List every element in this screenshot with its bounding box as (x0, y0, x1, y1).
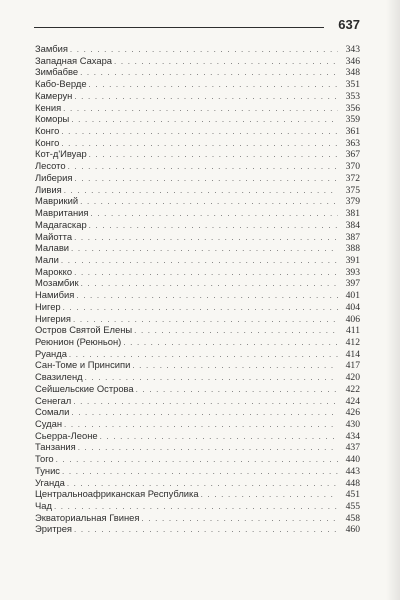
toc-entry-title: Коморы (35, 113, 70, 125)
toc-dot-leader (71, 243, 338, 254)
toc-dot-leader (70, 44, 338, 55)
toc-dot-leader (74, 524, 338, 535)
toc-entry (35, 219, 360, 231)
toc-dot-leader (76, 290, 338, 301)
toc-dot-leader (74, 173, 338, 184)
toc-dot-leader (61, 126, 338, 137)
toc-entry-page: 434 (345, 430, 360, 442)
toc-entry (35, 78, 360, 90)
toc-dot-leader (74, 267, 338, 278)
toc-entry (35, 301, 360, 313)
toc-entry-page: 361 (345, 126, 360, 137)
toc-entry-title: Мали (35, 253, 59, 265)
toc-entry (35, 336, 360, 348)
toc-dot-leader (62, 466, 338, 477)
toc-entry (35, 313, 360, 325)
toc-entry-title: Кения (35, 101, 62, 113)
toc-entry (35, 523, 360, 535)
toc-dot-leader (81, 278, 338, 289)
toc-dot-leader (71, 407, 338, 418)
toc-entry-title: Танзания (35, 441, 76, 453)
toc-dot-leader (73, 314, 338, 325)
toc-dot-leader (74, 232, 338, 243)
toc-entry-page: 424 (345, 395, 360, 407)
toc-entry-title: Свазиленд (35, 371, 83, 383)
toc-entry-title: Эритрея (35, 523, 72, 535)
toc-entry-page: 388 (345, 243, 360, 254)
toc-entry (35, 359, 360, 371)
toc-entry-title: Малави (35, 242, 70, 254)
toc-entry-page: 393 (345, 266, 360, 278)
toc-dot-leader (68, 161, 338, 172)
toc-entry-title: Уганда (35, 476, 65, 488)
toc-entry (35, 231, 360, 243)
toc-entry-page: 448 (345, 477, 360, 489)
toc-entry-page: 379 (345, 196, 360, 208)
toc-entry (35, 242, 360, 254)
toc-entry (35, 477, 360, 489)
toc-dot-leader (73, 396, 338, 407)
toc-entry-title: Сенегал (35, 394, 72, 406)
toc-dot-leader (61, 255, 338, 266)
toc-entry-title: Мадагаскар (35, 218, 87, 230)
toc-entry (35, 66, 360, 78)
toc-dot-leader (114, 56, 338, 67)
toc-entry-page: 411 (345, 325, 360, 336)
toc-entry-page: 401 (345, 290, 360, 301)
toc-entry-title: Камерун (35, 89, 73, 101)
toc-entry-title: Конго (35, 136, 60, 148)
toc-entry-title: Центральноафриканская Республика (35, 488, 199, 500)
toc-dot-leader (78, 442, 338, 453)
toc-dot-leader (100, 431, 338, 442)
toc-entry-page: 414 (345, 348, 360, 360)
toc-entry (35, 113, 360, 125)
toc-entry-page: 363 (345, 137, 360, 149)
toc-entry-title: Сан-Томе и Принсипи (35, 359, 131, 371)
toc-entry-title: Сейшельские Острова (35, 382, 134, 394)
toc-entry (35, 90, 360, 102)
toc-entry-title: Либерия (35, 171, 73, 183)
toc-dot-leader (61, 138, 338, 149)
toc-entry-title: Руанда (35, 347, 67, 359)
toc-entry (35, 406, 360, 418)
toc-dot-leader (56, 454, 338, 465)
toc-entry-title: Нигер (35, 300, 61, 312)
toc-entry-title: Мозамбик (35, 277, 79, 289)
toc-entry-title: Кот-д'Ивуар (35, 148, 87, 160)
toc-entry (35, 324, 360, 336)
toc-entry-title: Замбия (35, 43, 68, 54)
toc-dot-leader (123, 337, 338, 348)
toc-entry-page: 406 (345, 313, 360, 325)
toc-entry-page: 420 (345, 372, 360, 383)
toc-entry-page: 440 (345, 454, 360, 465)
toc-dot-leader (80, 196, 338, 207)
toc-entry-page: 397 (345, 278, 360, 290)
toc-entry-page: 372 (345, 172, 360, 184)
toc-entry-page: 351 (345, 79, 360, 90)
toc-dot-leader (64, 185, 338, 196)
toc-entry-title: Мавритания (35, 207, 89, 219)
toc-entry (35, 102, 360, 114)
toc-entry-title: Тунис (35, 464, 60, 476)
toc-dot-leader (132, 360, 338, 371)
toc-entry (35, 254, 360, 266)
toc-dot-leader (89, 149, 338, 160)
toc-entry-page: 430 (345, 419, 360, 430)
toc-entry-page: 384 (345, 219, 360, 231)
toc-entry-title: Лесото (35, 160, 66, 172)
toc-entry-page: 367 (345, 149, 360, 161)
toc-dot-leader (71, 114, 338, 125)
toc-entry (35, 289, 360, 301)
toc-entry (35, 453, 360, 465)
toc-entry (35, 277, 360, 289)
toc-dot-leader (141, 513, 338, 524)
toc-entry-page: 417 (345, 360, 360, 372)
toc-entry (35, 430, 360, 442)
toc-entry-title: Марокко (35, 265, 73, 277)
toc-entry-page: 391 (345, 254, 360, 266)
toc-entry-page: 346 (345, 55, 360, 67)
toc-entry-page: 375 (345, 184, 360, 196)
toc-entry-page: 404 (345, 301, 360, 313)
toc-entry-title: Ливия (35, 183, 62, 195)
toc-entry-page: 370 (345, 161, 360, 172)
toc-entry-page: 455 (345, 501, 360, 512)
toc-entry-page: 443 (345, 465, 360, 477)
toc-entry (35, 383, 360, 395)
toc-entry (35, 500, 360, 512)
toc-entry-title: Маврикий (35, 195, 79, 207)
toc-dot-leader (74, 91, 338, 102)
toc-entry-page: 412 (345, 336, 360, 348)
toc-entry (35, 488, 360, 500)
toc-entry (35, 43, 360, 55)
toc-entry-title: Нигерия (35, 312, 71, 324)
toc-entry-title: Сомали (35, 406, 70, 418)
toc-dot-leader (63, 103, 338, 114)
toc-entry (35, 195, 360, 207)
toc-dot-leader (63, 302, 338, 313)
toc-dot-leader (89, 79, 338, 90)
toc-entry-page: 422 (345, 383, 360, 395)
toc-dot-leader (201, 489, 338, 500)
toc-entry-page: 381 (345, 208, 360, 219)
toc-entry (35, 441, 360, 453)
toc-entry-title: Конго (35, 125, 60, 137)
toc-entry (35, 266, 360, 278)
toc-entry (35, 137, 360, 149)
toc-entry-title: Намибия (35, 289, 75, 301)
toc-entry (35, 348, 360, 360)
toc-dot-leader (64, 419, 338, 430)
toc-entry-page: 359 (345, 114, 360, 126)
toc-entry-title: Того (35, 453, 54, 465)
toc-dot-leader (85, 372, 338, 383)
toc-entry-page: 387 (345, 231, 360, 243)
toc-entry (35, 125, 360, 137)
toc-entry-page: 426 (345, 407, 360, 418)
toc-entry-title: Экваториальная Гвинея (35, 511, 140, 523)
toc-entry-page: 437 (345, 442, 360, 454)
toc-entry-page: 451 (345, 489, 360, 501)
toc-entry (35, 148, 360, 160)
toc-entry (35, 160, 360, 172)
toc-dot-leader (136, 384, 338, 395)
toc-entry-page: 460 (345, 524, 360, 536)
table-of-contents (35, 43, 360, 535)
toc-entry-title: Майотта (35, 230, 73, 242)
toc-entry (35, 418, 360, 430)
toc-entry (35, 371, 360, 383)
toc-entry (35, 55, 360, 67)
header-rule (34, 27, 324, 28)
toc-dot-leader (54, 501, 338, 512)
toc-entry-page: 353 (345, 90, 360, 102)
toc-entry-title: Сьерра-Леоне (35, 429, 98, 441)
toc-entry-title: Западная Сахара (35, 54, 113, 66)
toc-entry-title: Остров Святой Елены (35, 324, 133, 336)
toc-entry-title: Зимбабве (35, 66, 79, 78)
toc-entry (35, 184, 360, 196)
toc-dot-leader (67, 478, 338, 489)
toc-dot-leader (80, 67, 338, 78)
page-number: 637 (338, 17, 360, 32)
toc-dot-leader (90, 208, 338, 219)
toc-entry (35, 512, 360, 524)
toc-entry (35, 172, 360, 184)
page-edge-shadow (386, 0, 400, 600)
toc-entry-title: Кабо-Верде (35, 78, 87, 90)
toc-dot-leader (134, 325, 338, 336)
toc-entry-title: Реюнион (Реюньон) (35, 335, 122, 347)
toc-entry-page: 458 (345, 512, 360, 524)
toc-entry-title: Чад (35, 500, 52, 512)
toc-entry-page: 348 (345, 67, 360, 79)
toc-entry (35, 207, 360, 219)
toc-dot-leader (89, 220, 338, 231)
toc-dot-leader (69, 349, 338, 360)
toc-entry (35, 465, 360, 477)
toc-entry-title: Судан (35, 418, 63, 429)
toc-entry-page: 356 (345, 102, 360, 114)
toc-entry-page: 343 (345, 44, 360, 55)
toc-entry (35, 395, 360, 407)
